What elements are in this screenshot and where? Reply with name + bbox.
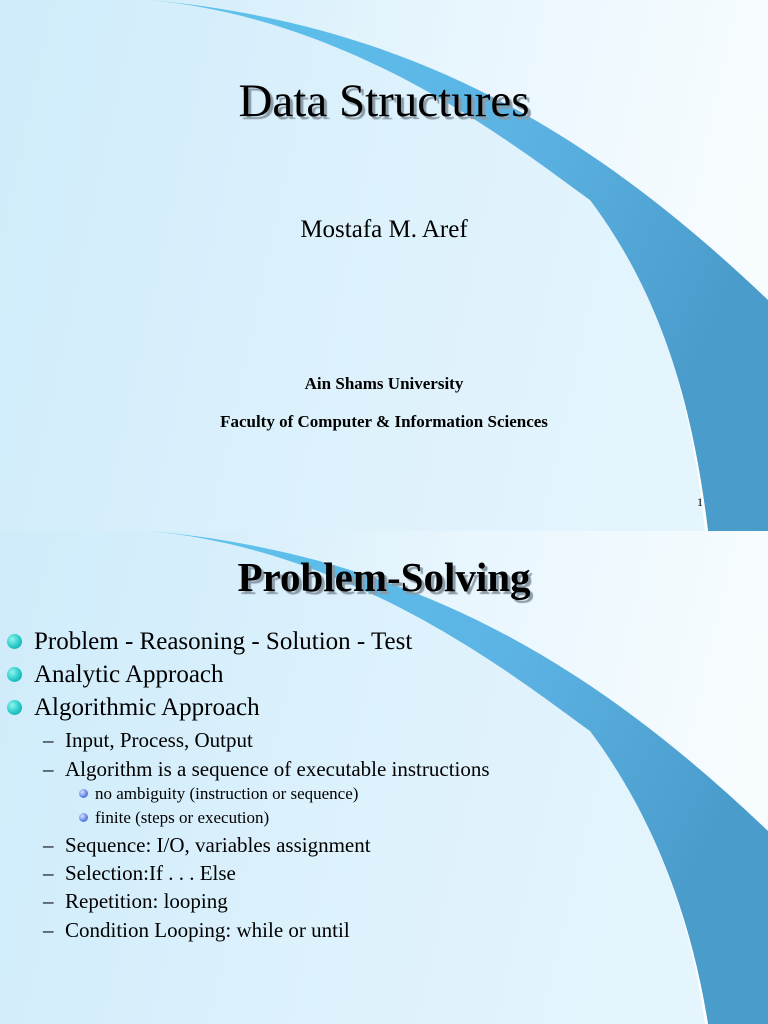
author-name: Mostafa M. Aref [300,216,468,243]
university-name: Ain Shams University [304,374,464,393]
bullet-item: Problem - Reasoning - Solution - Test [34,628,413,655]
bullet-item: Algorithmic Approach [34,694,260,721]
page-number: 1 [697,495,703,509]
sub-bullet-dot-icon [79,813,88,822]
sub-item: Sequence: I/O, variables assignment [65,833,371,857]
sub-item: Repetition: looping [65,889,228,913]
sub-item: Input, Process, Output [65,728,253,752]
dash-marker: – [43,833,54,857]
sub-sub-item: no ambiguity (instruction or sequence) [95,784,359,803]
sub-item: Algorithm is a sequence of executable instructions [65,757,490,781]
sub-bullet-dot-icon [79,789,88,798]
slide-title: Problem-Solving [237,554,531,600]
dash-marker: – [43,728,54,752]
content-slide [0,531,768,1024]
bullet-dot-icon [7,634,22,649]
sub-sub-item: finite (steps or execution) [95,808,270,827]
sub-item: Selection:If . . . Else [65,861,236,885]
sub-item: Condition Looping: while or until [65,918,350,942]
faculty-name: Faculty of Computer & Information Sciences [220,412,548,431]
dash-marker: – [43,889,54,913]
bullet-dot-icon [7,667,22,682]
bullet-item: Analytic Approach [34,661,224,688]
dash-marker: – [43,757,54,781]
slide-title: Data Structures [238,75,530,127]
dash-marker: – [43,861,54,885]
dash-marker: – [43,918,54,942]
bullet-dot-icon [7,700,22,715]
